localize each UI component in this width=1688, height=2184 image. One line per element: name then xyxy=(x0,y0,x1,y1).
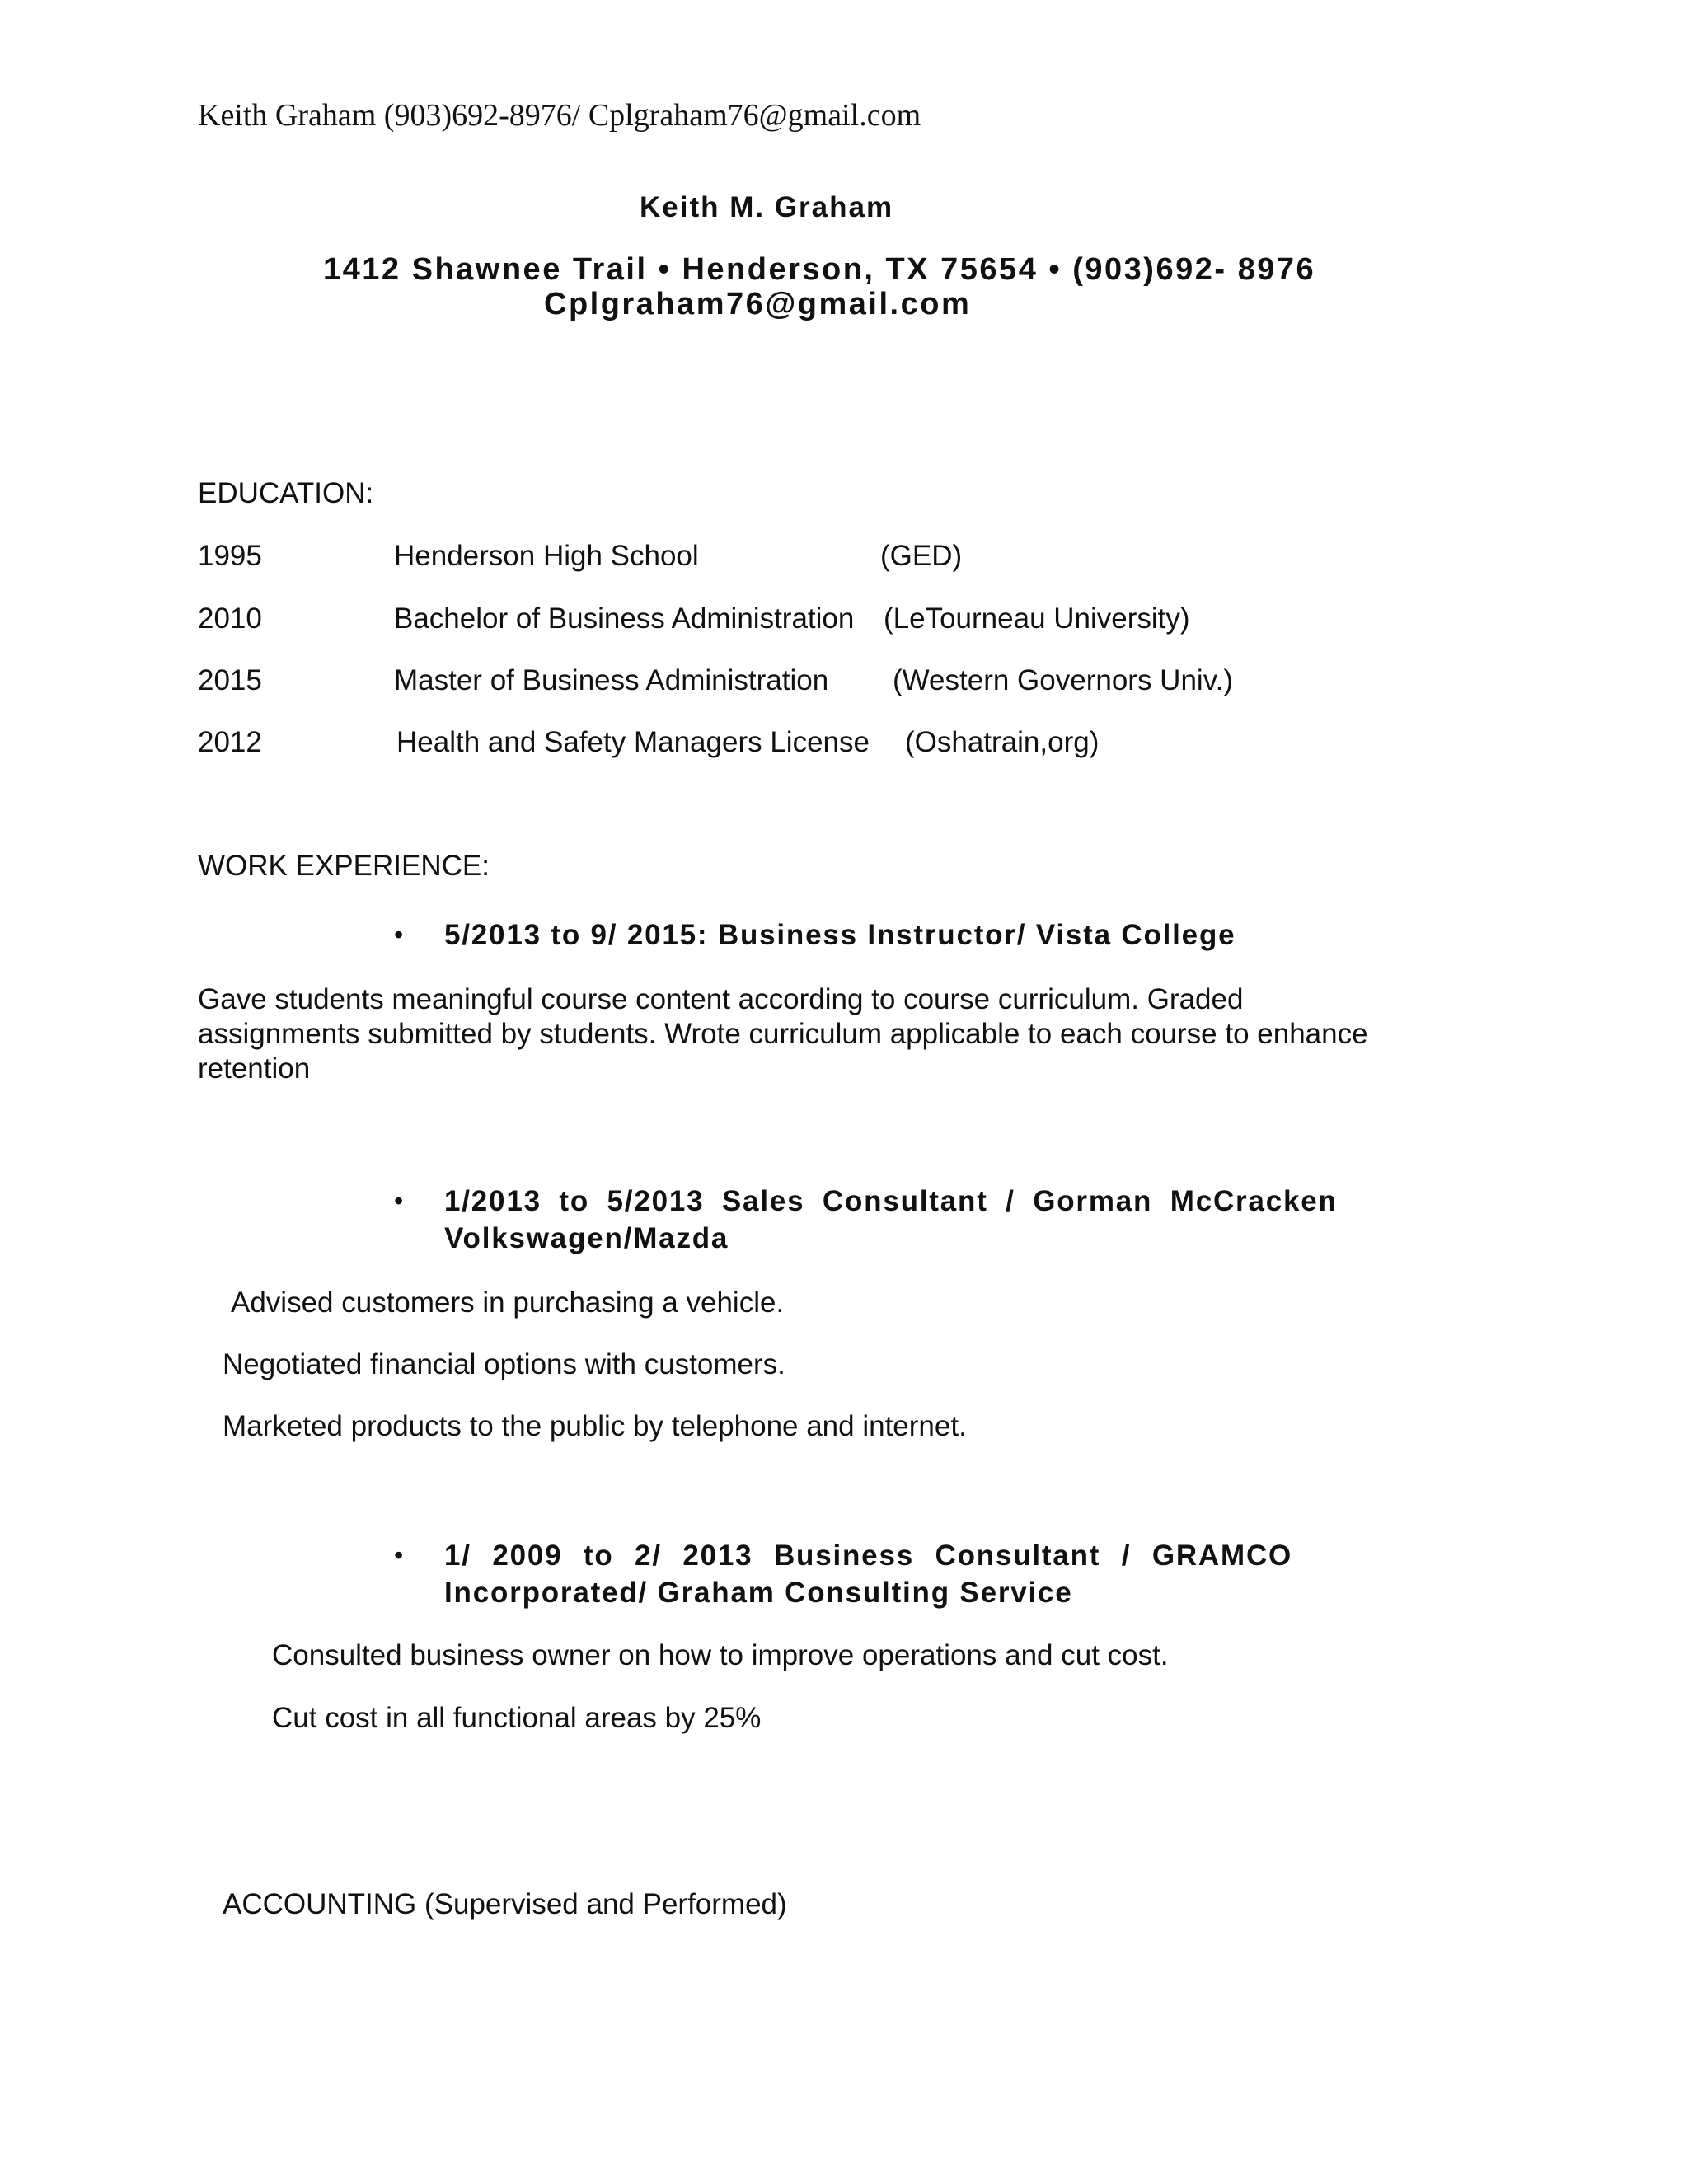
job-title: 1/ 2009 to 2/ 2013 Business Consultant / GRAMCO xyxy=(444,1540,1293,1572)
job-title-continued: Incorporated/ Graham Consulting Service xyxy=(444,1577,1073,1609)
education-program: Bachelor of Business Administration xyxy=(394,602,855,635)
job-duty: Advised customers in purchasing a vehicle. xyxy=(231,1286,785,1319)
bullet-icon: • xyxy=(394,1540,404,1570)
education-school: (LeTourneau University) xyxy=(884,602,1190,635)
education-school: (GED) xyxy=(880,540,963,572)
job-title-continued: Volkswagen/Mazda xyxy=(444,1222,729,1254)
job-description-line: retention xyxy=(198,1052,311,1085)
running-header: Keith Graham (903)692-8976/ Cplgraham76@gmail.com xyxy=(198,98,921,133)
job-description-line: assignments submitted by students. Wrote curriculum applicable to each course to enhance xyxy=(198,1018,1368,1050)
job-duty: Consulted business owner on how to improve operations and cut cost. xyxy=(272,1639,1169,1671)
resume-name: Keith M. Graham xyxy=(640,191,894,223)
education-year: 1995 xyxy=(198,540,262,572)
education-program: Health and Safety Managers License xyxy=(396,726,870,758)
bullet-icon: • xyxy=(394,1186,404,1216)
education-year: 2012 xyxy=(198,726,262,758)
education-year: 2015 xyxy=(198,664,262,696)
education-school: (Oshatrain,org) xyxy=(905,726,1100,758)
contact-address-line: 1412 Shawnee Trail • Henderson, TX 75654 • (903)692- 8976 xyxy=(323,252,1316,287)
education-program: Henderson High School xyxy=(394,540,699,572)
education-heading: EDUCATION: xyxy=(198,477,374,509)
job-duty: Marketed products to the public by telephone and internet. xyxy=(223,1410,967,1442)
job-description-line: Gave students meaningful course content according to course curriculum. Graded xyxy=(198,983,1244,1015)
job-title: 1/2013 to 5/2013 Sales Consultant / Gorman McCracken xyxy=(444,1185,1338,1217)
education-school: (Western Governors Univ.) xyxy=(893,664,1233,696)
job-duty: Cut cost in all functional areas by 25% xyxy=(272,1702,762,1734)
job-duty: Negotiated financial options with customers. xyxy=(223,1348,785,1380)
job-title: 5/2013 to 9/ 2015: Business Instructor/ Vista College xyxy=(444,919,1236,951)
education-year: 2010 xyxy=(198,602,262,635)
bullet-icon: • xyxy=(394,920,404,949)
accounting-heading: ACCOUNTING (Supervised and Performed) xyxy=(223,1888,787,1920)
contact-email: Cplgraham76@gmail.com xyxy=(544,287,972,321)
work-experience-heading: WORK EXPERIENCE: xyxy=(198,850,490,882)
education-program: Master of Business Administration xyxy=(394,664,829,696)
